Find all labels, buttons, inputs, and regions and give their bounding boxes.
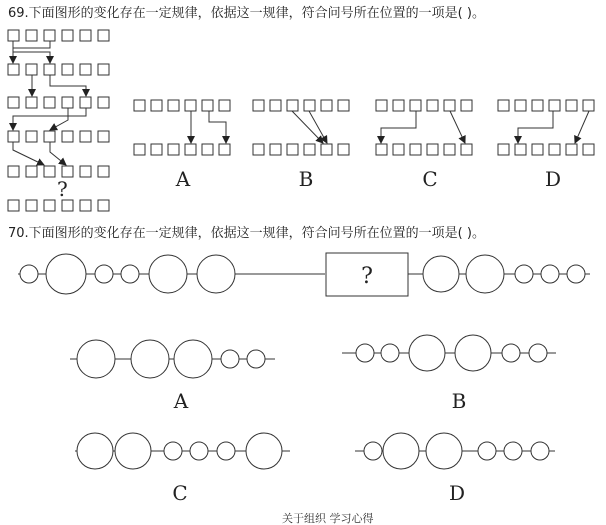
grid-square xyxy=(80,166,91,177)
option-square xyxy=(185,144,196,155)
grid-square xyxy=(8,166,19,177)
bead-circle xyxy=(247,350,265,368)
bead-circle xyxy=(531,442,549,460)
grid-square xyxy=(8,64,19,75)
option-square xyxy=(151,100,162,111)
option-square xyxy=(583,144,594,155)
option-square xyxy=(202,100,213,111)
grid-square xyxy=(62,64,73,75)
footer-partial-text: 关于组织 学习心得 xyxy=(282,512,374,525)
option-square xyxy=(168,100,179,111)
bead-circle xyxy=(478,442,496,460)
option-square xyxy=(393,144,404,155)
bead-circle xyxy=(131,340,169,378)
grid-square xyxy=(80,200,91,211)
sequence-arrow xyxy=(13,41,50,63)
option-square xyxy=(168,144,179,155)
sequence-arrow xyxy=(13,142,44,165)
sequence-arrow xyxy=(50,142,66,165)
q69-option-b-label[interactable]: B xyxy=(298,167,314,191)
q70-option-b-label[interactable]: B xyxy=(451,389,467,413)
option-square xyxy=(566,100,577,111)
bead-circle xyxy=(426,433,462,469)
q70-option-c-figure xyxy=(75,433,290,469)
option-square xyxy=(376,100,387,111)
q69-sequence-grid xyxy=(8,30,109,211)
option-square xyxy=(134,100,145,111)
bead-circle xyxy=(364,442,382,460)
grid-square xyxy=(62,30,73,41)
option-square xyxy=(321,144,332,155)
option-square xyxy=(134,144,145,155)
bead-circle xyxy=(455,335,491,371)
grid-square xyxy=(44,131,55,142)
grid-square xyxy=(44,64,55,75)
question-70-title: 70.下面图形的变化存在一定规律，依据这一规律，符合问号所在位置的一项是( )。 xyxy=(8,226,485,241)
option-square xyxy=(270,100,281,111)
option-square xyxy=(202,144,213,155)
q70-bead-string xyxy=(18,253,590,296)
bead-circle xyxy=(217,442,235,460)
grid-square xyxy=(44,30,55,41)
option-square xyxy=(151,144,162,155)
option-square xyxy=(338,144,349,155)
option-square xyxy=(410,100,421,111)
option-square xyxy=(583,100,594,111)
bead-circle xyxy=(529,344,547,362)
bead-circle xyxy=(77,433,113,469)
bead-circle xyxy=(541,265,559,283)
grid-square xyxy=(26,97,37,108)
option-square xyxy=(444,144,455,155)
grid-square xyxy=(98,64,109,75)
grid-square xyxy=(26,166,37,177)
sequence-arrow xyxy=(13,108,86,130)
q70-option-a-figure xyxy=(70,340,275,378)
bead-circle xyxy=(190,442,208,460)
option-square xyxy=(219,100,230,111)
q70-option-b-figure xyxy=(342,335,556,371)
bead-circle xyxy=(383,433,419,469)
bead-circle xyxy=(174,340,212,378)
bead-circle xyxy=(502,344,520,362)
bead-circle xyxy=(197,255,235,293)
option-arrow xyxy=(450,111,465,143)
option-arrow xyxy=(518,111,553,143)
bead-circle xyxy=(164,442,182,460)
grid-square xyxy=(98,97,109,108)
grid-square xyxy=(8,200,19,211)
q69-options xyxy=(134,100,594,155)
option-square xyxy=(304,100,315,111)
option-square xyxy=(304,144,315,155)
option-square xyxy=(515,144,526,155)
grid-square xyxy=(44,97,55,108)
q70-option-c-label[interactable]: C xyxy=(172,481,188,505)
bead-circle xyxy=(77,340,115,378)
option-square xyxy=(427,100,438,111)
bead-circle xyxy=(409,335,445,371)
grid-square xyxy=(62,97,73,108)
grid-square xyxy=(26,64,37,75)
sequence-arrow xyxy=(50,75,86,96)
option-square xyxy=(410,144,421,155)
grid-square xyxy=(98,131,109,142)
option-arrow xyxy=(209,111,226,143)
option-square xyxy=(338,100,349,111)
bead-circle xyxy=(381,344,399,362)
option-square xyxy=(532,100,543,111)
grid-square xyxy=(26,200,37,211)
grid-square xyxy=(26,30,37,41)
grid-square xyxy=(98,200,109,211)
bead-circle xyxy=(149,255,187,293)
grid-square xyxy=(44,166,55,177)
option-square xyxy=(253,100,264,111)
q69-option-d-label[interactable]: D xyxy=(544,167,562,191)
option-arrow xyxy=(381,111,416,143)
option-square xyxy=(566,144,577,155)
option-square xyxy=(532,144,543,155)
option-square xyxy=(287,144,298,155)
q69-question-mark: ? xyxy=(57,177,68,201)
option-square xyxy=(321,100,332,111)
option-square xyxy=(461,144,472,155)
option-square xyxy=(219,144,230,155)
grid-square xyxy=(80,97,91,108)
grid-square xyxy=(62,200,73,211)
bead-circle xyxy=(423,256,459,292)
option-square xyxy=(287,100,298,111)
grid-square xyxy=(44,200,55,211)
option-square xyxy=(498,100,509,111)
option-square xyxy=(376,144,387,155)
option-square xyxy=(185,100,196,111)
q70-options xyxy=(70,335,556,469)
grid-square xyxy=(62,131,73,142)
bead-circle xyxy=(504,442,522,460)
grid-square xyxy=(62,166,73,177)
option-square xyxy=(444,100,455,111)
grid-square xyxy=(80,131,91,142)
option-arrow xyxy=(575,111,589,143)
option-square xyxy=(270,144,281,155)
q69-option-c-label[interactable]: C xyxy=(422,167,438,191)
q70-question-mark: ? xyxy=(361,264,373,289)
bead-circle xyxy=(567,265,585,283)
grid-square xyxy=(80,30,91,41)
option-square xyxy=(549,144,560,155)
grid-square xyxy=(98,166,109,177)
grid-square xyxy=(80,64,91,75)
option-square xyxy=(549,100,560,111)
bead-circle xyxy=(515,265,533,283)
option-square xyxy=(461,100,472,111)
bead-circle xyxy=(121,265,139,283)
bead-circle xyxy=(46,254,86,294)
grid-square xyxy=(98,30,109,41)
q70-option-d-figure xyxy=(355,433,555,469)
option-square xyxy=(393,100,404,111)
option-square xyxy=(427,144,438,155)
sequence-arrow xyxy=(50,108,68,130)
grid-square xyxy=(8,131,19,142)
bead-circle xyxy=(20,265,38,283)
grid-square xyxy=(26,131,37,142)
q70-option-d-label[interactable]: D xyxy=(448,481,466,505)
option-square xyxy=(498,144,509,155)
q70-option-a-label[interactable]: A xyxy=(173,389,189,413)
bead-circle xyxy=(221,350,239,368)
bead-circle xyxy=(466,255,504,293)
bead-circle xyxy=(246,433,282,469)
option-square xyxy=(515,100,526,111)
bead-circle xyxy=(115,433,151,469)
option-square xyxy=(253,144,264,155)
grid-square xyxy=(8,97,19,108)
grid-square xyxy=(8,30,19,41)
question-69-title: 69.下面图形的变化存在一定规律，依据这一规律，符合问号所在位置的一项是( )。 xyxy=(8,6,485,21)
bead-circle xyxy=(356,344,374,362)
bead-circle xyxy=(95,265,113,283)
q69-option-a-label[interactable]: A xyxy=(175,167,191,191)
